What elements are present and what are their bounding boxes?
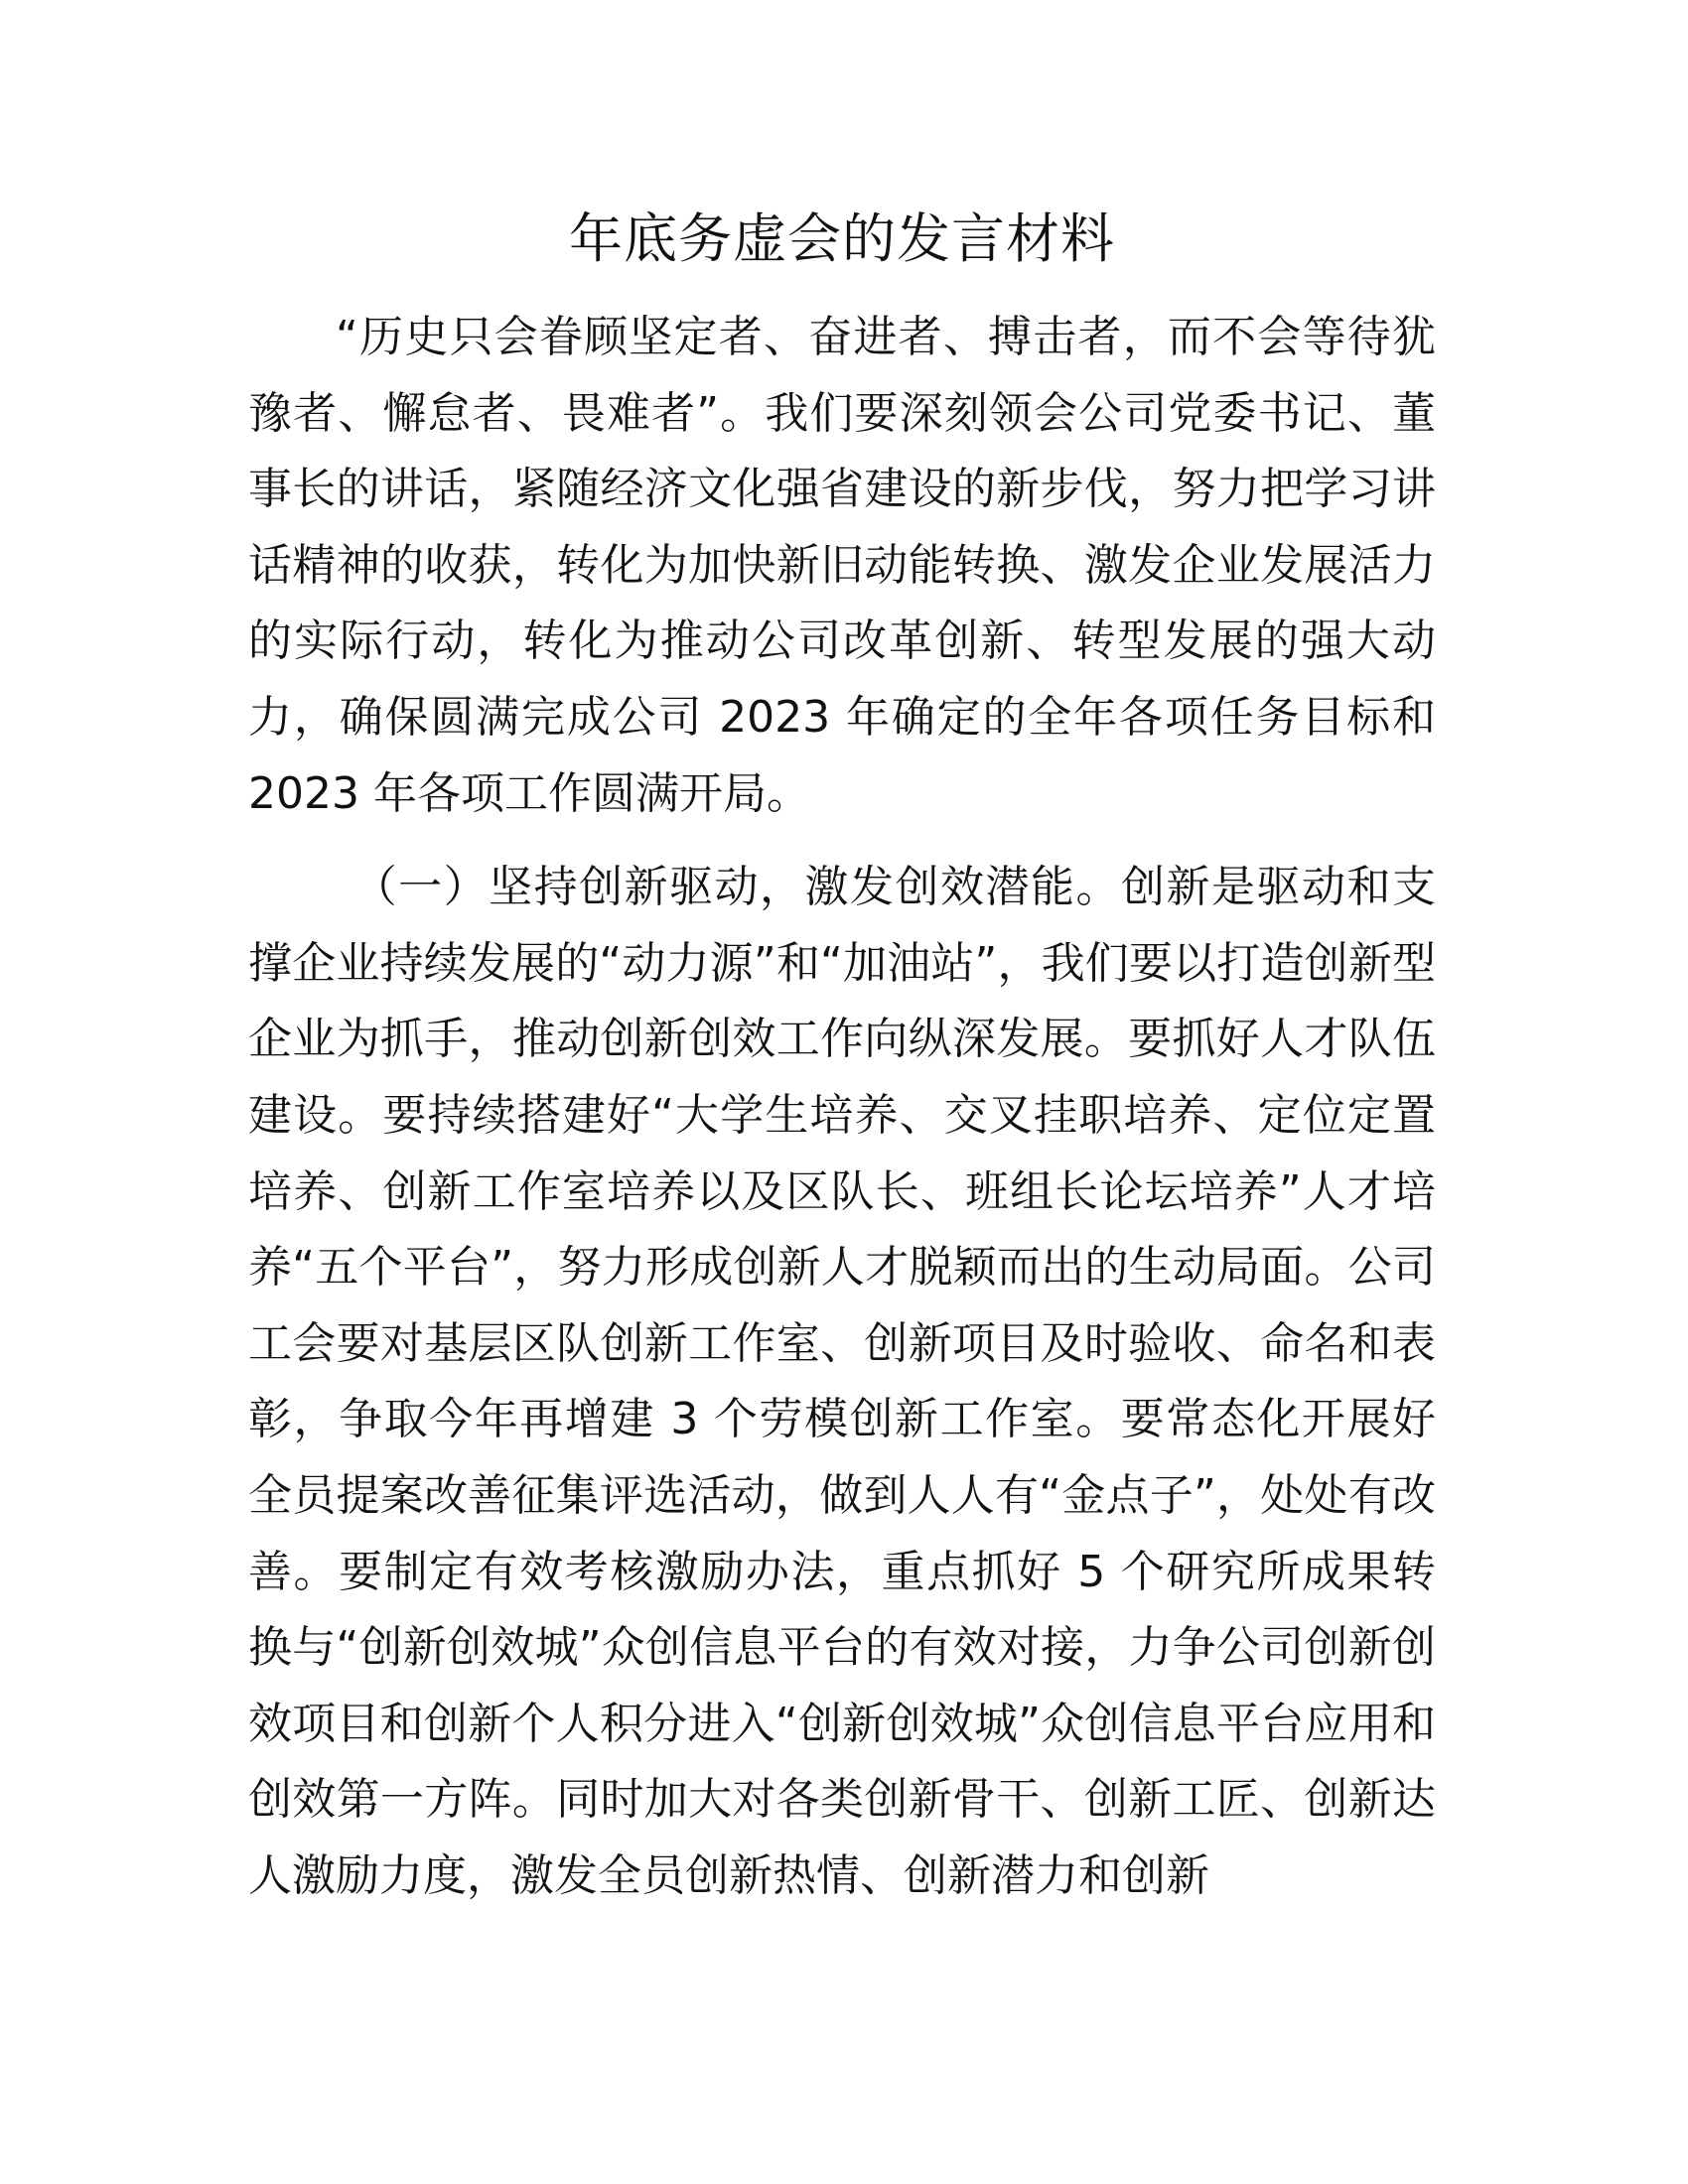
paragraph-intro: “历史只会眷顾坚定者、奋进者、搏击者，而不会等待犹豫者、懈怠者、畏难者”。我们要深刻领会公司党委书记、董事长的讲话，紧随经济文化强省建设的新步伐，努力把学习讲话精神的收获，转化为加快新旧动能转换、激发企业发展活力的实际行动，转化为推动公司改革创新、转型发展的强大动力，确保圆满完成公司 2023 年确定的全年各项任务目标和 2023 年各项工作圆满开局。 <box>248 312 1436 819</box>
paragraph-section-1: （一）坚持创新驱动，激发创效潜能。创新是驱动和支撑企业持续发展的“动力源”和“加油站”，我们要以打造创新型企业为抓手，推动创新创效工作向纵深发展。要抓好人才队伍建设。要持续搭建好“大学生培养、交叉挂职培养、定位定置培养、创新工作室培养以及区队长、班组长论坛培养”人才培养“五个平台”，努力形成创新人才脱颖而出的生动局面。公司工会要对基层区队创新工作室、创新项目及时验收、命名和表彰，争取今年再增建 3 个劳模创新工作室。要常态化开展好全员提案改善征集评选活动，做到人人有“金点子”，处处有改善。要制定有效考核激励办法，重点抓好 5 个研究所成果转换与“创新创效城”众创信息平台的有效对接，力争公司创新创效项目和创新个人积分进入“创新创效城”众创信息平台应用和创效第一方阵。同时加大对各类创新骨干、创新工匠、创新达人激励力度，激发全员创新热情、创新潜力和创新 <box>248 862 1436 1901</box>
document-page <box>248 195 1436 1914</box>
document-title: 年底务虚会的发言材料 <box>569 207 1115 270</box>
